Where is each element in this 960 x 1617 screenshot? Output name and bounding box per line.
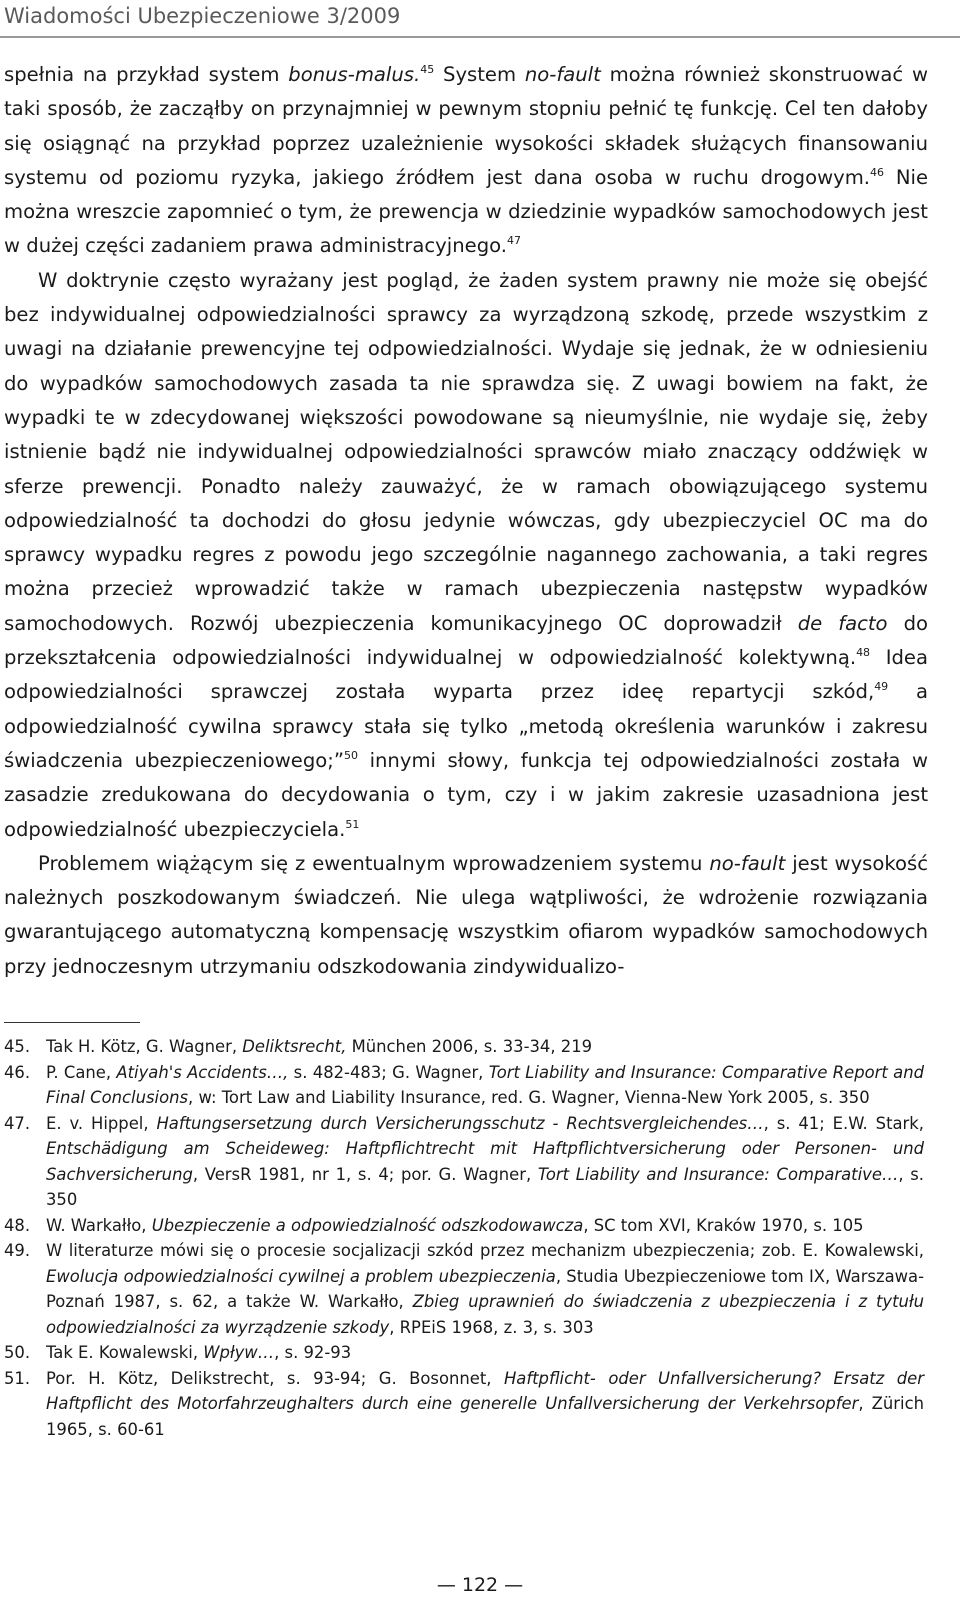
header-rule	[0, 36, 960, 38]
paragraph-2: W doktrynie często wyrażany jest pogląd, że żaden system prawny nie może się obejść bez indywidualnej odpowiedzialności sprawcy za wyrządzoną szkodę, przede wszystkim z uwagi na działanie prewencyjne tej odpowiedzialności. Wydaje się jednak, że w odniesieniu do wypadków samochodowych zasada ta nie sprawdza się. Z uwagi bowiem na fakt, że wypadki te w zdecydowanej większości powodowane są nieumyślnie, nie wydaje się, żeby istnienie bądź nie indywidualnej odpowiedzialności sprawców miało znaczący oddźwięk w sferze prewencji. Ponadto należy zauważyć, że w ramach obowiązującego systemu odpowiedzialność ta dochodzi do głosu jedynie wówczas, gdy ubezpieczyciel OC ma do sprawcy wypadku regres z powodu jego szczególnie nagannego zachowania, a taki regres można przecież wprowadzić także w ramach ubezpieczenia następstw wypadków samochodowych. Rozwój ubezpieczenia komunikacyjnego OC doprowadził de facto do przekształcenia odpowiedzialności indywidualnej w odpowiedzialność kolektywną.$^{48}$ Idea odpowiedzialności sprawczej została wyparta przez ideę repartycji szkód,$^{49}$ a odpowiedzialność cywilna sprawcy stała się tylko „metodą określenia warunków i zakresu świadczenia ubezpieczeniowego;”$^{50}$ innymi słowy, funkcja tej odpowiedzialności została w zasadzie zredukowana do decydowania o tym, czy i w jakim zakresie uzasadniona jest odpowiedzialność ubezpieczyciela.$^{51}$	[4, 268, 928, 841]
footnote-50: 50. Tak E. Kowalewski, Wpływ…, s. 92-93	[4, 1343, 352, 1362]
footnotes	[4, 1034, 924, 1442]
footnote-ref-50[interactable]: 50	[344, 749, 359, 763]
paragraph-3: Problemem wiążącym się z ewentualnym wprowadzeniem systemu no-fault jest wysokość należnych poszkodowanym świadczeń. Nie ulega wątpliwości, że wdrożenie rozwiązania gwarantującego automatyczną kompensację wszystkim ofiarom wypadków samochodowych przy jednoczesnym utrzymaniu odszkodowania zindywidualizo-	[4, 851, 928, 978]
paragraph-1: spełnia na przykład system bonus-malus.$^{45}$ System no-fault można również skonstruować w taki sposób, że zacząłby on przynajmniej w pewnym stopniu pełnić tę funkcję. Cel ten dałoby się osiągnąć na przykład poprzez uzależnienie wysokości składek służących finansowaniu systemu od poziomu ryzyka, jakiego źródłem jest dana osoba w ruchu drogowym.$^{46}$ Nie można wreszcie zapomnieć o tym, że prewencja w dziedzinie wypadków samochodowych jest w dużej części zadaniem prawa administracyjnego.$^{47}$	[4, 63, 929, 258]
running-header	[0, 0, 960, 36]
footnote-48: 48. W. Warkałło, Ubezpieczenie a odpowiedzialność odszkodowawcza, SC tom XVI, Kraków 1970, s. 105	[4, 1215, 864, 1235]
footnote-46: 46. P. Cane, Atiyah's Accidents…, s. 482-483; G. Wagner, Tort Liability and Insurance: Comparative Report and Final Conclusions, w: Tort Law and Liability Insurance, red. G. Wagner, Vienna-New York 2005, s. 350	[4, 1062, 924, 1107]
footnote-ref-48[interactable]: 48	[856, 646, 871, 660]
footnote-ref-51[interactable]: 51	[345, 817, 360, 831]
footnote-47: 47. E. v. Hippel, Haftungsersetzung durch Versicherungsschutz - Rechtsvergleichendes…, s. 41; E.W. Stark, Entschädigung am Scheideweg: Haftpflichtrecht mit Haftpflichtversicherung oder Personen- und Sachversicherung, VersR 1981, nr 1, s. 4; por. G. Wagner, Tort Liability and Insurance: Comparative…, s. 350	[4, 1113, 924, 1209]
footnote-ref-49[interactable]: 49	[874, 680, 889, 694]
page-number: — 122 —	[436, 1574, 524, 1596]
footnote-49: 49. W literaturze mówi się o procesie socjalizacji szkód przez mechanizm ubezpieczenia; zob. E. Kowalewski, Ewolucja odpowiedzialności cywilnej a problem ubezpieczenia, Studia Ubezpieczeniowe tom IX, Warszawa-Poznań 1987, s. 62, a także W. Warkałło, Zbieg uprawnień do świadczenia z ubezpieczenia i z tytułu odpowiedzialności za wyrządzenie szkody, RPEiS 1968, z. 3, s. 303	[4, 1241, 924, 1337]
footnote-ref-46[interactable]: 46	[870, 165, 885, 179]
footnote-51: 51. Por. H. Kötz, Delikstrecht, s. 93-94; G. Bosonnet, Haftpflicht- oder Unfallversicherung? Ersatz der Haftpflicht des Motorfahrzeughalters durch eine generelle Unfallversicherung der Verkehrsopfer, Zürich 1965, s. 60-61	[4, 1368, 924, 1439]
footnote-ref-47[interactable]: 47	[507, 234, 521, 248]
journal-title: Wiadomości Ubezpieczeniowe 3/2009	[4, 4, 401, 28]
footnote-ref-45[interactable]: 45	[420, 63, 435, 77]
main-text	[4, 58, 928, 984]
footnote-separator	[4, 1022, 140, 1023]
footnote-45: 45. Tak H. Kötz, G. Wagner, Deliktsrecht, München 2006, s. 33-34, 219	[4, 1037, 593, 1056]
